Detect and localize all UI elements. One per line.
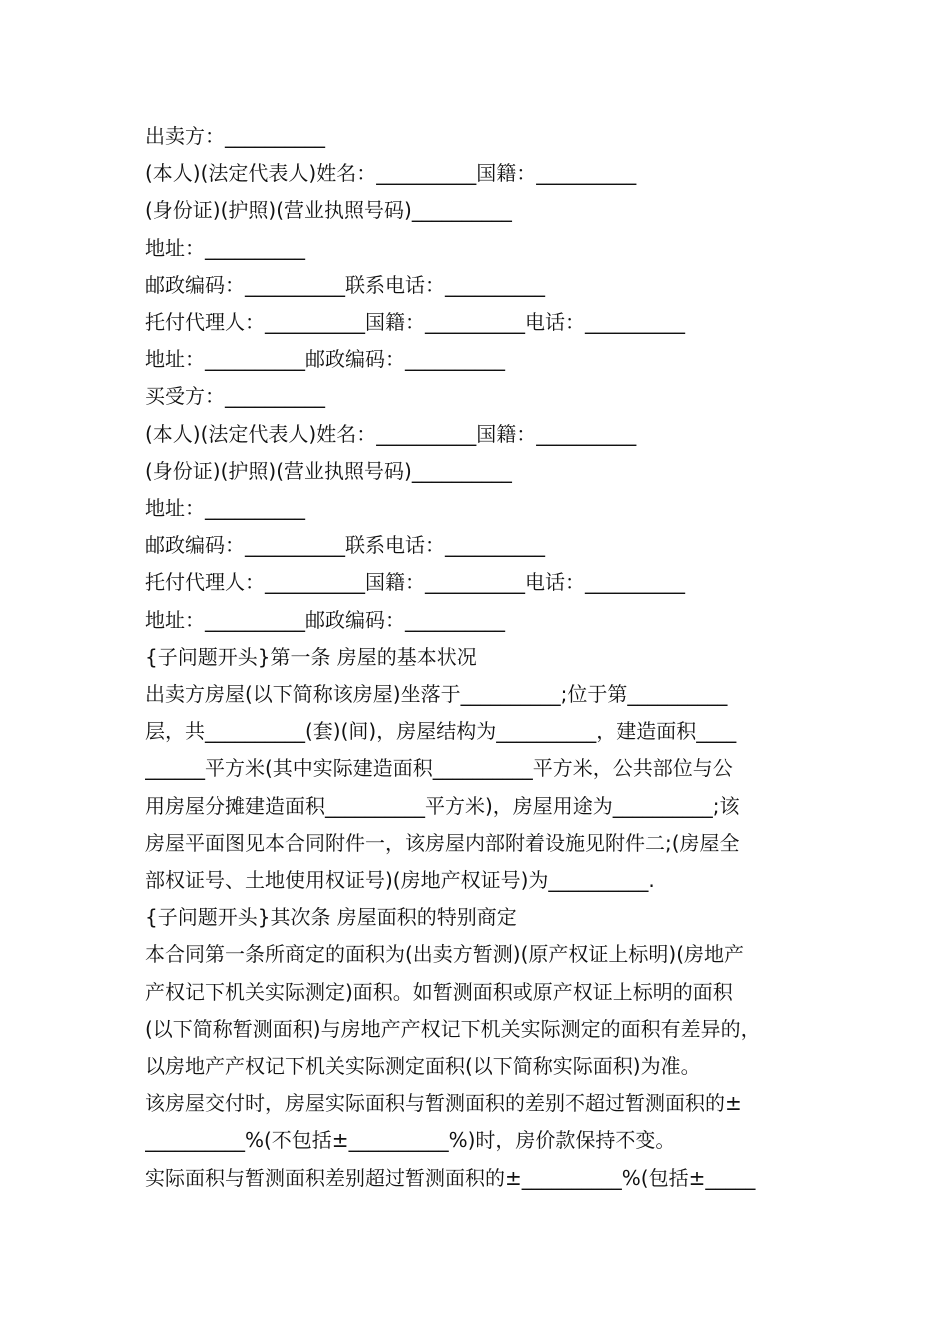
article-1-line: 部权证号、土地使用权证号)(房地产权证号)为__________. — [145, 868, 655, 893]
article-2-line: 本合同第一条所商定的面积为(出卖方暂测)(原产权证上标明)(房地产 — [145, 942, 745, 967]
article-2-line: 该房屋交付时，房屋实际面积与暂测面积的差别不超过暂测面积的± — [145, 1091, 742, 1116]
article-2 — [145, 899, 810, 1197]
article-1-line: 层，共__________(套)(间)，房屋结构为__________，建造面积____ — [145, 719, 737, 744]
article-1-line: 房屋平面图见本合同附件一，该房屋内部附着设施见附件二;(房屋全 — [145, 830, 740, 855]
article-2-line: 实际面积与暂测面积差别超过暂测面积的±__________%(包括±_____ — [145, 1165, 756, 1190]
buyer-agent-line: 托付代理人：__________国籍：__________电话：__________ — [145, 570, 685, 595]
article-1-line: ______平方米(其中实际建造面积__________平方米，公共部位与公 — [145, 756, 733, 781]
article-1-line: 出卖方房屋(以下简称该房屋)坐落于__________;位于第__________ — [145, 682, 728, 707]
contract-text — [145, 118, 810, 1197]
article-1 — [145, 639, 810, 899]
article-2-line: 以房地产产权记下机关实际测定面积(以下简称实际面积)为准。 — [145, 1054, 701, 1079]
article-2-heading: {子问题开头}其次条 房屋面积的特别商定 — [145, 905, 517, 930]
seller-id-line: (身份证)(护照)(营业执照号码)__________ — [145, 198, 512, 223]
buyer-section — [145, 378, 810, 638]
article-2-line: (以下简称暂测面积)与房地产产权记下机关实际测定的面积有差异的， — [145, 1016, 761, 1041]
buyer-name-nationality-line: (本人)(法定代表人)姓名：__________国籍：__________ — [145, 421, 637, 446]
buyer-label-line: 买受方：__________ — [145, 384, 325, 409]
article-1-heading: {子问题开头}第一条 房屋的基本状况 — [145, 644, 477, 669]
buyer-agent-address-line: 地址：__________邮政编码：__________ — [145, 607, 505, 632]
seller-name-nationality-line: (本人)(法定代表人)姓名：__________国籍：__________ — [145, 161, 637, 186]
seller-agent-address-line: 地址：__________邮政编码：__________ — [145, 347, 505, 372]
seller-agent-line: 托付代理人：__________国籍：__________电话：__________ — [145, 310, 685, 335]
article-1-line: 用房屋分摊建造面积__________平方米)，房屋用途为__________;该 — [145, 793, 740, 818]
buyer-postcode-phone-line: 邮政编码：__________联系电话：__________ — [145, 533, 545, 558]
article-2-line: __________%(不包括±__________%)时，房价款保持不变。 — [145, 1128, 676, 1153]
seller-section — [145, 118, 810, 378]
seller-postcode-phone-line: 邮政编码：__________联系电话：__________ — [145, 272, 545, 297]
buyer-address-line: 地址：__________ — [145, 496, 305, 521]
seller-label-line: 出卖方：__________ — [145, 124, 325, 148]
buyer-id-line: (身份证)(护照)(营业执照号码)__________ — [145, 458, 512, 483]
article-2-line: 产权记下机关实际测定)面积。如暂测面积或原产权证上标明的面积 — [145, 979, 733, 1004]
seller-address-line: 地址：__________ — [145, 235, 305, 260]
